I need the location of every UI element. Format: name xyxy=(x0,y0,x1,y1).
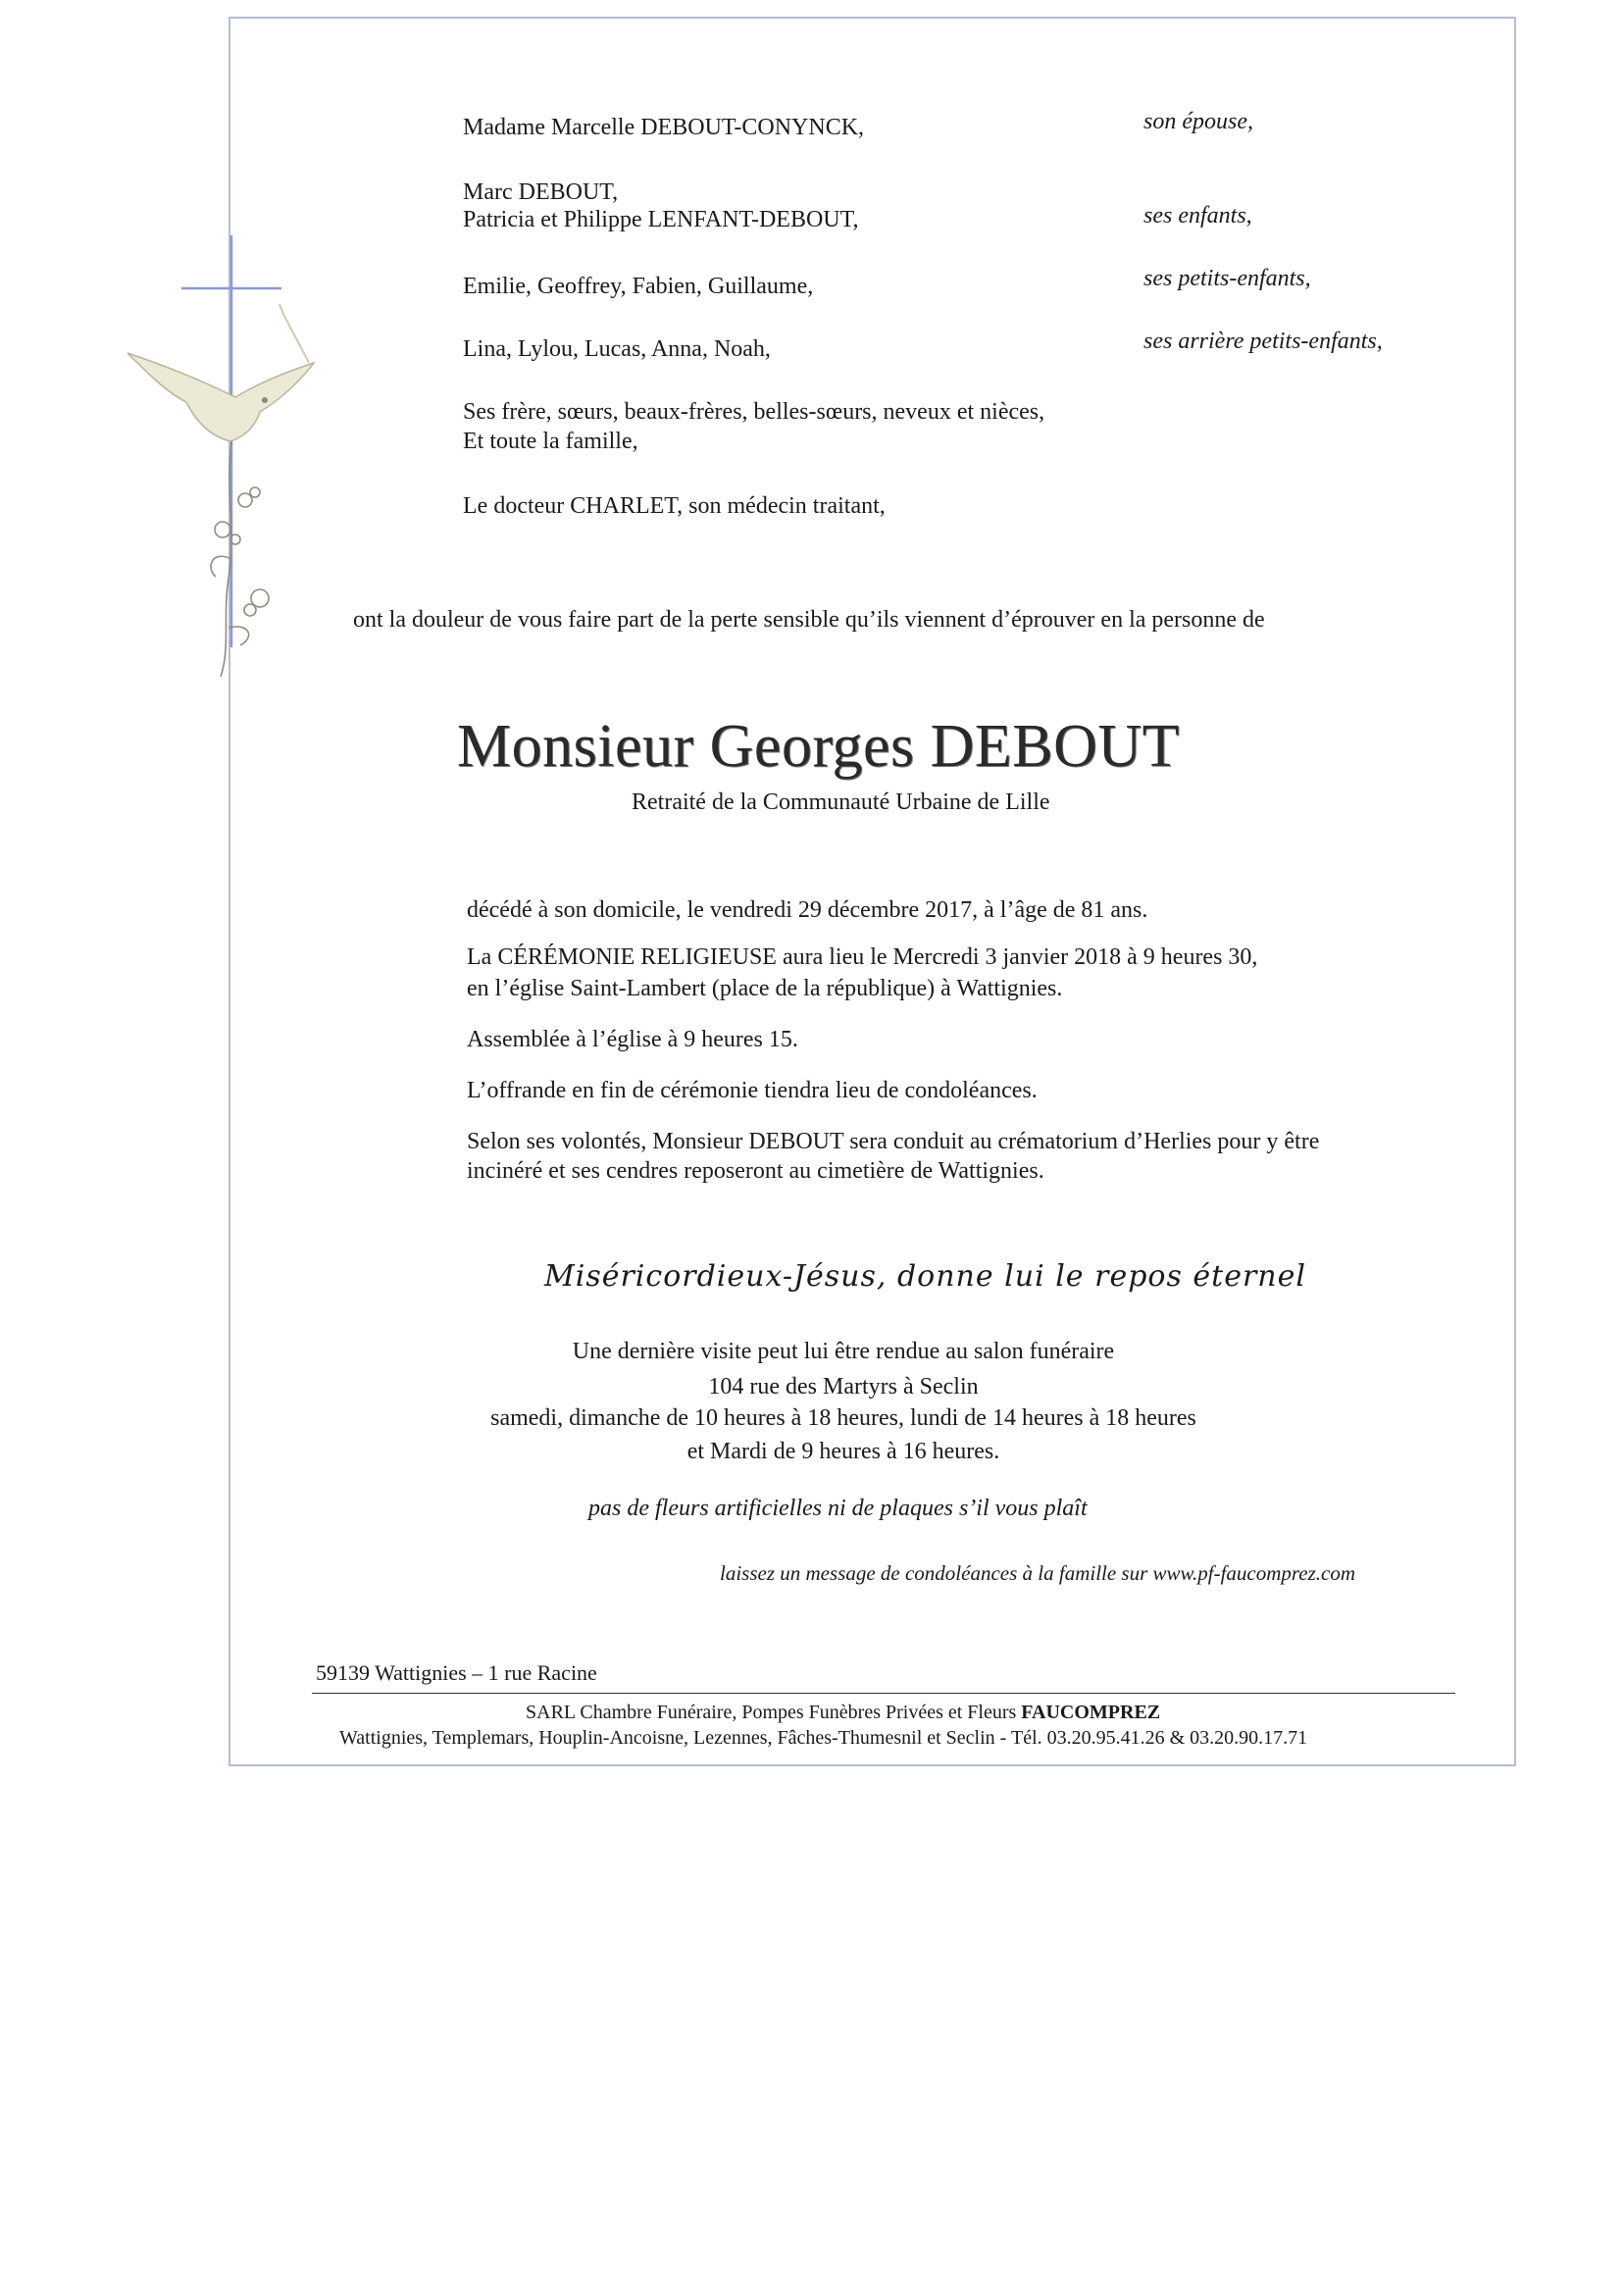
visit-line: 104 rue des Martyrs à Seclin xyxy=(708,1374,979,1400)
detail-line: décédé à son domicile, le vendredi 29 décembre 2017, à l’âge de 81 ans. xyxy=(467,897,1148,923)
deceased-name: Monsieur Georges DEBOUT xyxy=(457,713,1181,780)
family-relation: son épouse, xyxy=(1143,109,1253,134)
footer-rule xyxy=(312,1693,1455,1694)
visit-line: et Mardi de 9 heures à 16 heures. xyxy=(686,1439,1000,1464)
footer-company xyxy=(526,1699,1160,1726)
family-relation: ses enfants, xyxy=(1143,203,1252,229)
flower-stem-icon xyxy=(211,441,269,677)
extended-family-line: Ses frère, sœurs, beaux-frères, belles-sœurs, neveux et nièces, xyxy=(463,399,1045,425)
prayer: Miséricordieux-Jésus, donne lui le repos éternel xyxy=(544,1259,1306,1294)
family-name-line: Lina, Lylou, Lucas, Anna, Noah, xyxy=(463,336,771,362)
family-name-line: Patricia et Philippe LENFANT-DEBOUT, xyxy=(463,207,859,232)
visit-line: Une dernière visite peut lui être rendue au salon funéraire xyxy=(572,1339,1115,1364)
family-name-line: Marc DEBOUT, xyxy=(463,179,619,205)
visit-line: samedi, dimanche de 10 heures à 18 heures, lundi de 14 heures à 18 heures xyxy=(490,1405,1196,1431)
detail-line: incinéré et ses cendres reposeront au cimetière de Wattignies. xyxy=(467,1158,1044,1184)
ornament xyxy=(113,235,348,687)
family-name-line: Madame Marcelle DEBOUT-CONYNCK, xyxy=(463,115,865,140)
detail-line: en l’église Saint-Lambert (place de la république) à Wattignies. xyxy=(467,976,1063,1001)
footer-company-name: FAUCOMPREZ xyxy=(1021,1702,1161,1723)
footer-company-prefix: SARL Chambre Funéraire, Pompes Funèbres Privées et Fleurs xyxy=(526,1702,1022,1723)
family-relation: ses petits-enfants, xyxy=(1143,266,1311,291)
footer-address: 59139 Wattignies – 1 rue Racine xyxy=(316,1660,597,1685)
doctor-line: Le docteur CHARLET, son médecin traitant, xyxy=(463,493,886,519)
detail-line: La CÉRÉMONIE RELIGIEUSE aura lieu le Mercredi 3 janvier 2018 à 9 heures 30, xyxy=(467,944,1258,970)
flowers-note: pas de fleurs artificielles ni de plaques s’il vous plaît xyxy=(588,1496,1088,1521)
detail-line: Assemblée à l’église à 9 heures 15. xyxy=(467,1027,798,1052)
detail-line: L’offrande en fin de cérémonie tiendra lieu de condoléances. xyxy=(467,1078,1038,1103)
detail-line: Selon ses volontés, Monsieur DEBOUT sera conduit au crématorium d’Herlies pour y être xyxy=(467,1129,1320,1154)
family-relation: ses arrière petits-enfants, xyxy=(1143,329,1383,354)
dove-icon xyxy=(127,304,314,441)
extended-family-line: Et toute la famille, xyxy=(463,429,638,454)
family-name-line: Emilie, Geoffrey, Fabien, Guillaume, xyxy=(463,274,814,299)
footer-locations: Wattignies, Templemars, Houplin-Ancoisne, Lezennes, Fâches-Thumesnil et Seclin - Tél. 03.20.95.41.26 & 03.20.90.17.71 xyxy=(339,1727,1308,1749)
announcement: ont la douleur de vous faire part de la perte sensible qu’ils viennent d’éprouver en la personne de xyxy=(353,607,1265,633)
deceased-subtitle: Retraité de la Communauté Urbaine de Lille xyxy=(632,789,1050,815)
website-note: laissez un message de condoléances à la famille sur www.pf-faucomprez.com xyxy=(720,1561,1356,1585)
